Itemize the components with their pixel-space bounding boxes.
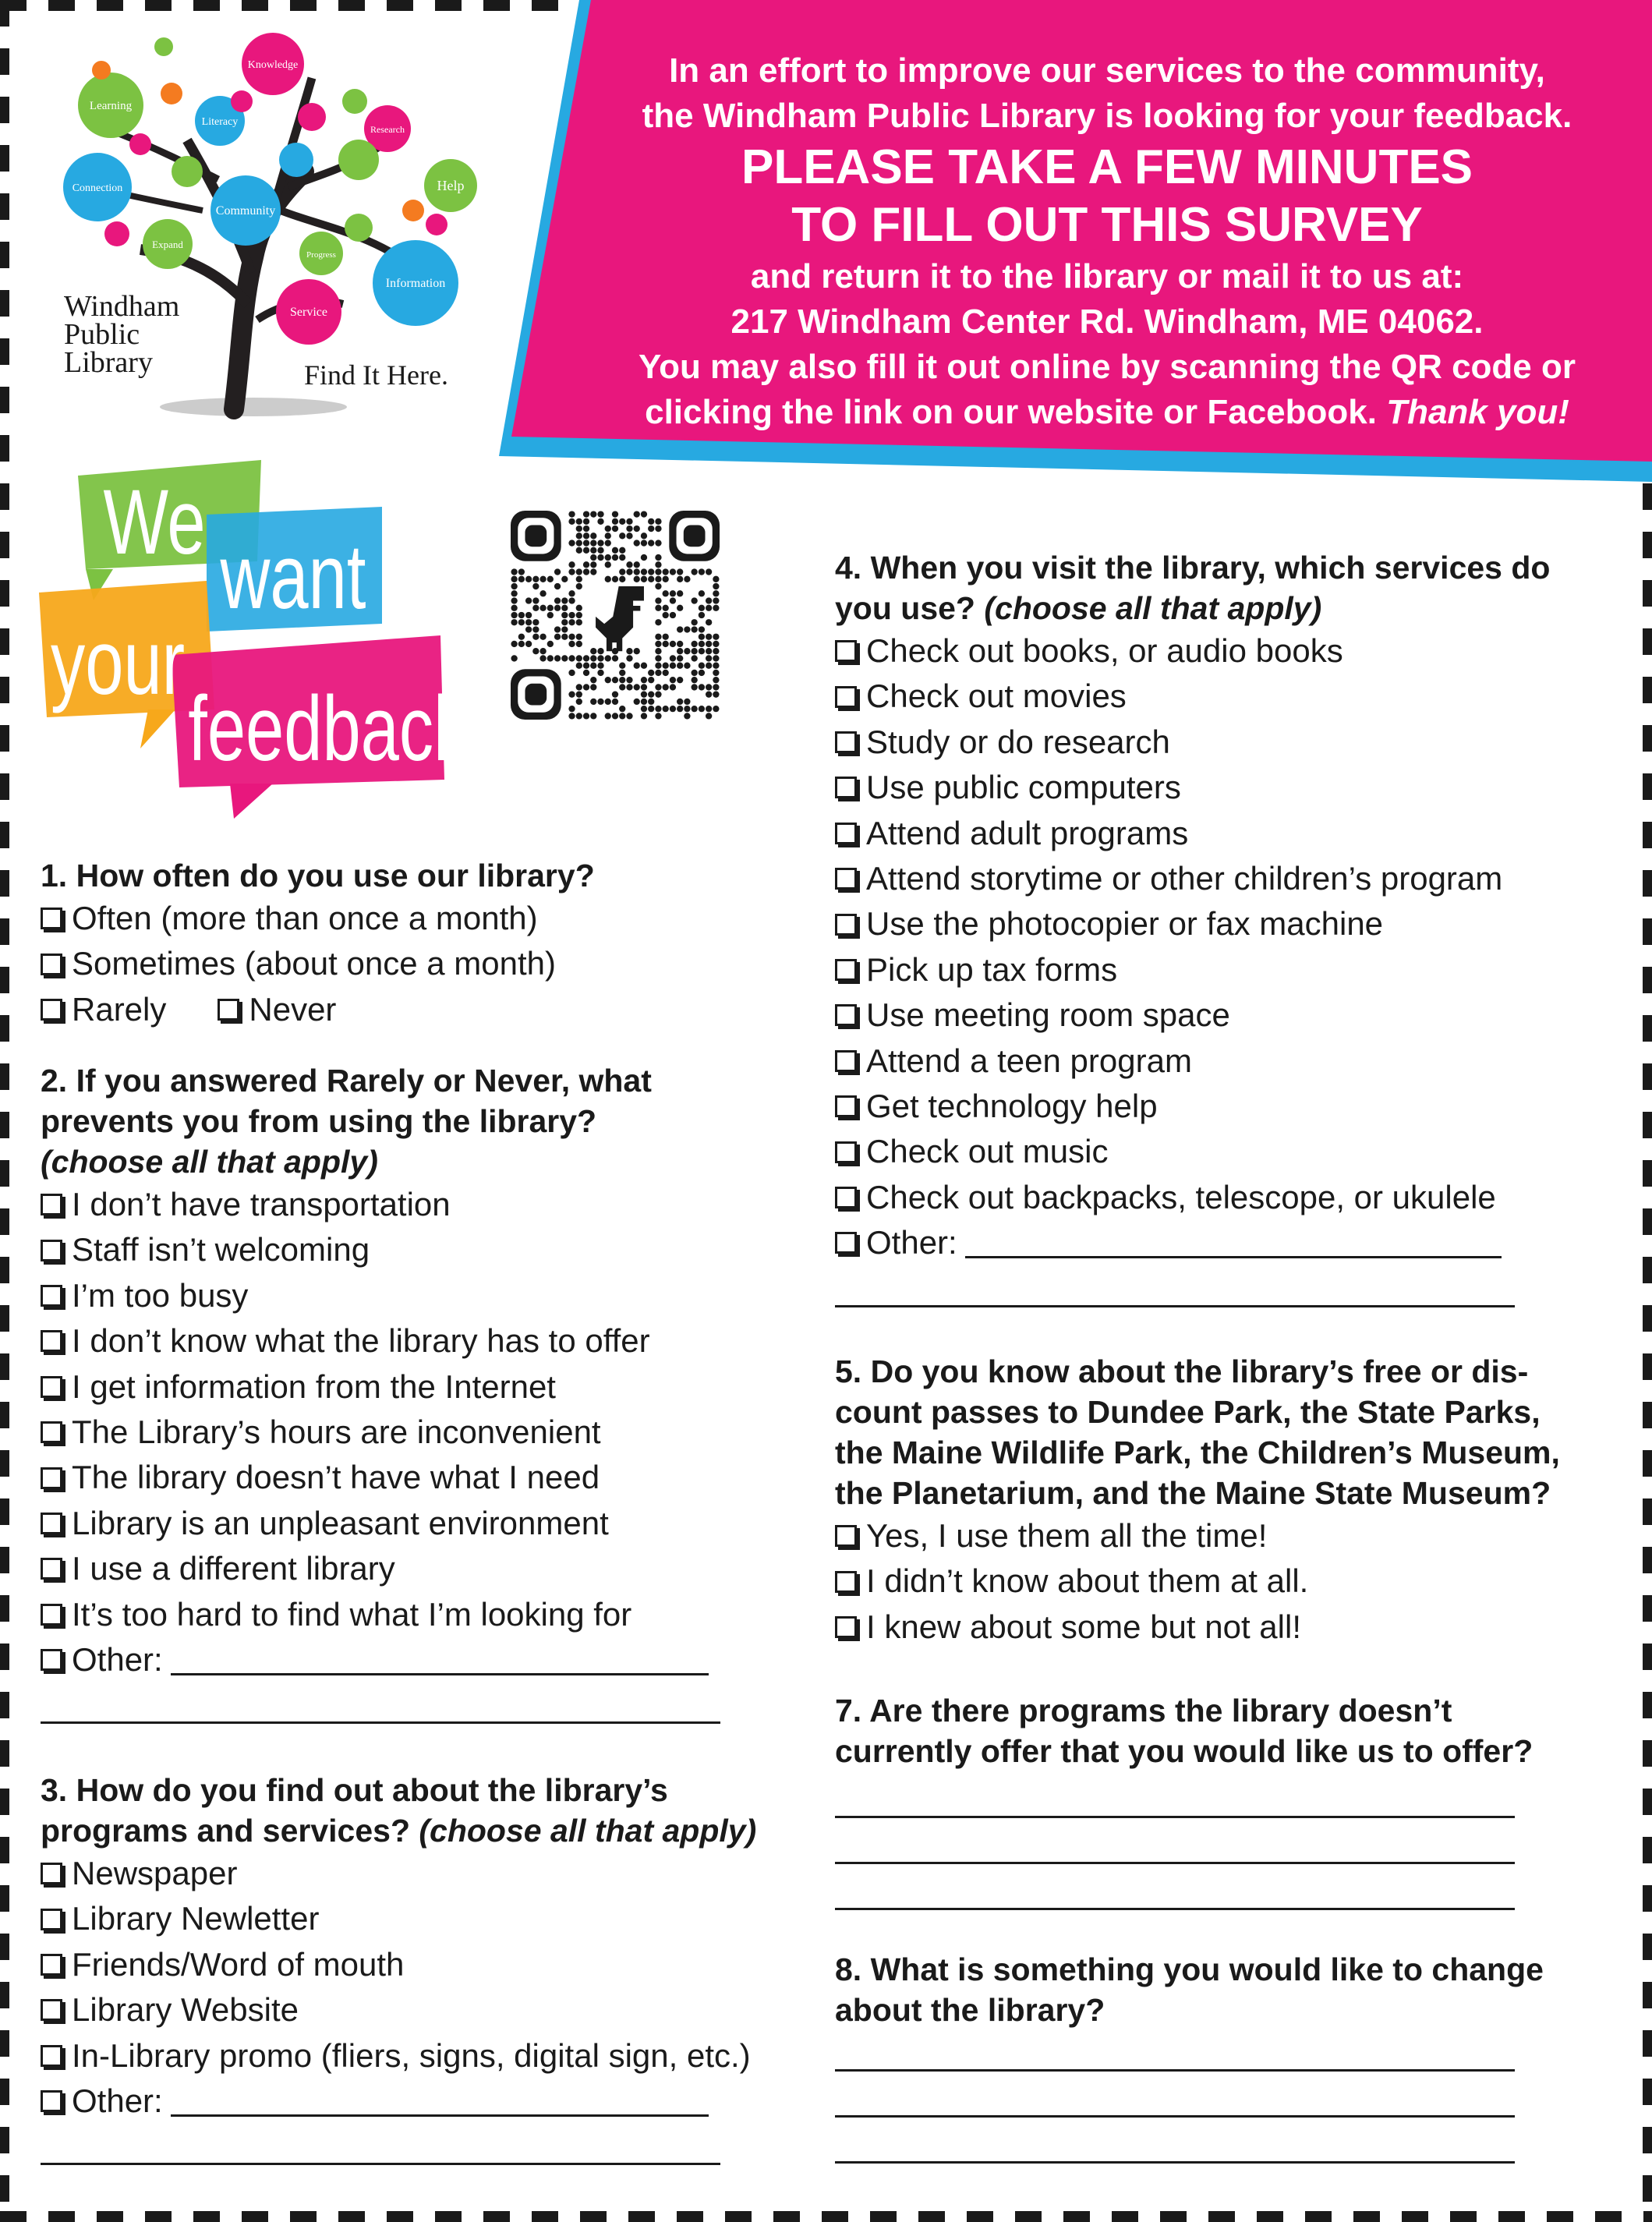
option-item[interactable] — [835, 1129, 1630, 1174]
checkbox[interactable] — [41, 2090, 62, 2112]
option-item[interactable] — [41, 1851, 789, 1896]
svg-text:Research: Research — [370, 124, 405, 135]
option-item[interactable] — [41, 1455, 789, 1500]
option-label: Staff isn’t welcoming — [72, 1231, 370, 1268]
option-label: I use a different library — [72, 1550, 395, 1587]
svg-text:Information: Information — [385, 277, 446, 290]
option-item[interactable] — [41, 1637, 789, 1682]
option-label: Newspaper — [72, 1855, 238, 1891]
answer-line[interactable] — [835, 2115, 1515, 2118]
option-item[interactable] — [41, 2033, 789, 2079]
option-label: Attend adult programs — [866, 814, 1189, 851]
checkbox[interactable] — [41, 2045, 62, 2067]
header-line — [577, 390, 1637, 435]
option-label: Library Website — [72, 1991, 299, 2029]
header-line: and return it to the library or mail it to us at: — [750, 257, 1464, 295]
svg-text:Community: Community — [215, 204, 276, 218]
thank-you-text: Thank you! — [1386, 393, 1569, 431]
checkbox[interactable] — [835, 868, 857, 890]
dashed-border-left — [0, 0, 9, 2222]
checkbox[interactable] — [41, 1285, 62, 1307]
question-2-title: prevents you from using the library? — [41, 1103, 597, 1139]
checkbox[interactable] — [835, 1004, 857, 1026]
question-3-title: programs and services? (choose all that apply) — [41, 1813, 757, 1849]
option-label: Use public computers — [866, 769, 1181, 806]
option-item[interactable] — [835, 1605, 1630, 1650]
checkbox[interactable] — [41, 908, 62, 929]
option-rarely-never — [41, 987, 789, 1032]
option-label: Other: — [866, 1224, 957, 1261]
answer-line[interactable] — [41, 1721, 720, 1724]
option-label: I don’t know what the library has to offer — [72, 1322, 650, 1360]
option-label: Library Newletter — [72, 1900, 320, 1937]
library-name: Windham Public Library — [64, 290, 180, 379]
checkbox[interactable] — [41, 1863, 62, 1884]
option-item[interactable] — [835, 1084, 1630, 1129]
option-label: It’s too hard to find what I’m looking for — [72, 1595, 632, 1633]
option-label: I didn’t know about them at all. — [866, 1562, 1309, 1600]
checkbox[interactable] — [835, 1050, 857, 1072]
question-5-title: count passes to Dundee Park, the State Parks, — [835, 1394, 1541, 1430]
option-item[interactable] — [41, 2079, 789, 2124]
option-label: Pick up tax forms — [866, 950, 1118, 988]
question-4-note: (choose all that apply) — [984, 590, 1322, 626]
question-4-title: 4. When you visit the library, which services do — [835, 550, 1551, 586]
checkbox-rarely[interactable] — [41, 999, 62, 1021]
option-label: Library is an unpleasant environment — [72, 1504, 609, 1541]
option-item[interactable] — [835, 674, 1630, 719]
option-item[interactable] — [835, 811, 1630, 856]
other-input-line[interactable] — [171, 2086, 709, 2117]
option-label: Check out movies — [866, 678, 1127, 715]
checkbox[interactable] — [41, 1909, 62, 1930]
svg-text:We: We — [103, 471, 206, 575]
svg-text:Learning: Learning — [89, 100, 133, 112]
option-item[interactable] — [835, 901, 1630, 946]
question-4-title: you use? (choose all that apply) — [835, 590, 1322, 626]
option-item[interactable] — [41, 1318, 789, 1364]
option-label: Check out music — [866, 1133, 1109, 1170]
question-5-title: 5. Do you know about the library’s free or dis- — [835, 1353, 1529, 1389]
checkbox[interactable] — [41, 1376, 62, 1398]
question-3-title: 3. How do you find out about the library’s — [41, 1772, 668, 1808]
option-item[interactable] — [835, 765, 1630, 810]
checkbox[interactable] — [835, 914, 857, 936]
checkbox[interactable] — [835, 823, 857, 844]
option-label: Use the photocopier or fax machine — [866, 905, 1384, 943]
option-label: In-Library promo (fliers, signs, digital sign, etc.) — [72, 2036, 751, 2074]
option-label: Check out books, or audio books — [866, 632, 1343, 669]
option-item[interactable] — [41, 1546, 789, 1591]
option-label: Get technology help — [866, 1088, 1158, 1125]
checkbox[interactable] — [41, 1558, 62, 1580]
option-label: Attend a teen program — [866, 1042, 1192, 1079]
qr-code[interactable] — [511, 511, 720, 720]
option-item[interactable] — [41, 1364, 789, 1410]
option-item[interactable] — [835, 856, 1630, 901]
checkbox[interactable] — [835, 777, 857, 798]
checkbox[interactable] — [41, 954, 62, 975]
answer-line[interactable] — [835, 1908, 1515, 1910]
answer-line[interactable] — [835, 1862, 1515, 1864]
option-item[interactable] — [41, 1942, 789, 1987]
header-line: You may also fill it out online by scanning the QR code or — [639, 348, 1576, 386]
question-5-title: the Maine Wildlife Park, the Children’s Museum, — [835, 1435, 1560, 1470]
dashed-border-bottom — [0, 2211, 1652, 2222]
question-1 — [41, 855, 789, 1032]
speech-bubbles-icon — [39, 452, 460, 826]
option-item[interactable] — [835, 720, 1630, 765]
option-item[interactable] — [41, 1592, 789, 1637]
option-label: I knew about some but not all! — [866, 1608, 1301, 1645]
option-item[interactable] — [835, 628, 1630, 674]
option-item[interactable] — [835, 992, 1630, 1038]
svg-text:feedback!: feedback! — [188, 678, 460, 781]
we-want-your-feedback-graphic — [39, 452, 460, 826]
checkbox[interactable] — [835, 1095, 857, 1117]
other-input-line[interactable] — [965, 1228, 1502, 1258]
option-label: Often (more than once a month) — [72, 900, 538, 936]
checkbox[interactable] — [41, 1421, 62, 1443]
option-label: Yes, I use them all the time! — [866, 1517, 1268, 1554]
option-label: Rarely — [72, 990, 167, 1028]
option-often[interactable] — [41, 896, 789, 941]
option-item[interactable] — [41, 1227, 789, 1272]
option-item[interactable] — [41, 1501, 789, 1546]
header-line: the Windham Public Library is looking for your feedback. — [642, 97, 1572, 135]
header-line: In an effort to improve our services to the community, — [669, 51, 1545, 90]
checkbox[interactable] — [835, 1525, 857, 1547]
checkbox[interactable] — [835, 1232, 857, 1254]
question-5 — [835, 1351, 1630, 1650]
header-headline: PLEASE TAKE A FEW MINUTES — [741, 140, 1473, 194]
option-item[interactable] — [41, 1273, 789, 1318]
checkbox-never[interactable] — [218, 999, 239, 1021]
checkbox[interactable] — [41, 1999, 62, 2021]
checkbox[interactable] — [41, 1330, 62, 1352]
option-label: Other: — [72, 1641, 163, 1679]
checkbox[interactable] — [835, 1571, 857, 1593]
option-sometimes[interactable] — [41, 941, 789, 986]
option-label: The library doesn’t have what I need — [72, 1459, 600, 1496]
svg-text:Connection: Connection — [72, 182, 123, 194]
option-item[interactable] — [835, 1559, 1630, 1604]
header-line-text: clicking the link on our website or Facebook. — [645, 393, 1377, 431]
question-2 — [41, 1060, 789, 1724]
answer-line[interactable] — [835, 2161, 1515, 2164]
question-7-title: 7. Are there programs the library doesn’t — [835, 1693, 1452, 1728]
checkbox[interactable] — [835, 1141, 857, 1163]
svg-text:your: your — [51, 611, 186, 715]
option-label: Attend storytime or other children’s program — [866, 860, 1503, 897]
checkbox[interactable] — [835, 686, 857, 708]
answer-line[interactable] — [835, 2069, 1515, 2072]
checkbox[interactable] — [835, 1187, 857, 1208]
question-7-title: currently offer that you would like us to offer? — [835, 1733, 1533, 1769]
answer-line[interactable] — [835, 1816, 1515, 1818]
option-label: Friends/Word of mouth — [72, 1945, 405, 1983]
option-label: Study or do research — [866, 723, 1170, 760]
qr-code-icon — [511, 511, 720, 720]
svg-text:Progress: Progress — [306, 250, 336, 260]
option-item[interactable] — [41, 1987, 789, 2033]
checkbox[interactable] — [41, 1604, 62, 1626]
checkbox[interactable] — [41, 1240, 62, 1261]
header-headline: TO FILL OUT THIS SURVEY — [791, 198, 1423, 252]
question-7 — [835, 1690, 1630, 1910]
option-label: Check out backpacks, telescope, or ukulele — [866, 1178, 1496, 1215]
option-item[interactable] — [41, 1896, 789, 1941]
question-3-note: (choose all that apply) — [419, 1813, 757, 1849]
svg-text:Service: Service — [290, 306, 327, 319]
answer-line[interactable] — [835, 1305, 1515, 1307]
option-label: Never — [249, 990, 337, 1028]
option-label: I don’t have transportation — [72, 1186, 451, 1222]
checkbox[interactable] — [41, 1467, 62, 1489]
checkbox[interactable] — [41, 1513, 62, 1534]
checkbox[interactable] — [41, 1954, 62, 1976]
svg-text:want: want — [220, 525, 366, 629]
svg-text:Literacy: Literacy — [201, 116, 239, 128]
option-label: The Library’s hours are inconvenient — [72, 1414, 601, 1451]
option-label: I get information from the Internet — [72, 1368, 556, 1405]
checkbox[interactable] — [835, 959, 857, 981]
other-input-line[interactable] — [171, 1645, 709, 1675]
option-label: I’m too busy — [72, 1276, 249, 1314]
option-item[interactable] — [835, 1220, 1630, 1265]
header-text — [577, 48, 1637, 435]
option-item[interactable] — [835, 1175, 1630, 1220]
answer-line[interactable] — [41, 2163, 720, 2165]
checkbox[interactable] — [835, 731, 857, 753]
question-8-title: about the library? — [835, 1992, 1105, 2028]
question-1-title: 1. How often do you use our library? — [41, 858, 595, 893]
svg-text:Expand: Expand — [152, 239, 183, 250]
checkbox[interactable] — [41, 1649, 62, 1671]
svg-text:Knowledge: Knowledge — [247, 59, 299, 71]
svg-text:Help: Help — [437, 178, 465, 193]
option-item[interactable] — [41, 1410, 789, 1455]
checkbox[interactable] — [835, 640, 857, 662]
option-item[interactable] — [835, 947, 1630, 992]
library-tagline: Find It Here. — [304, 359, 448, 391]
question-4 — [835, 547, 1630, 1307]
question-2-note: (choose all that apply) — [41, 1144, 378, 1180]
option-label: Use meeting room space — [866, 996, 1230, 1034]
question-8 — [835, 1949, 1630, 2164]
question-5-title: the Planetarium, and the Maine State Museum? — [835, 1475, 1551, 1511]
question-2-title: 2. If you answered Rarely or Never, what — [41, 1063, 652, 1099]
library-logo — [47, 23, 507, 429]
option-item[interactable] — [41, 1182, 789, 1227]
option-item[interactable] — [835, 1038, 1630, 1084]
question-8-title: 8. What is something you would like to change — [835, 1951, 1544, 1987]
question-3 — [41, 1770, 789, 2165]
header-address: 217 Windham Center Rd. Windham, ME 04062. — [730, 303, 1484, 341]
checkbox[interactable] — [41, 1194, 62, 1215]
option-label: Other: — [72, 2082, 163, 2120]
option-label: Sometimes (about once a month) — [72, 945, 556, 982]
option-item[interactable] — [835, 1513, 1630, 1559]
checkbox[interactable] — [835, 1616, 857, 1638]
